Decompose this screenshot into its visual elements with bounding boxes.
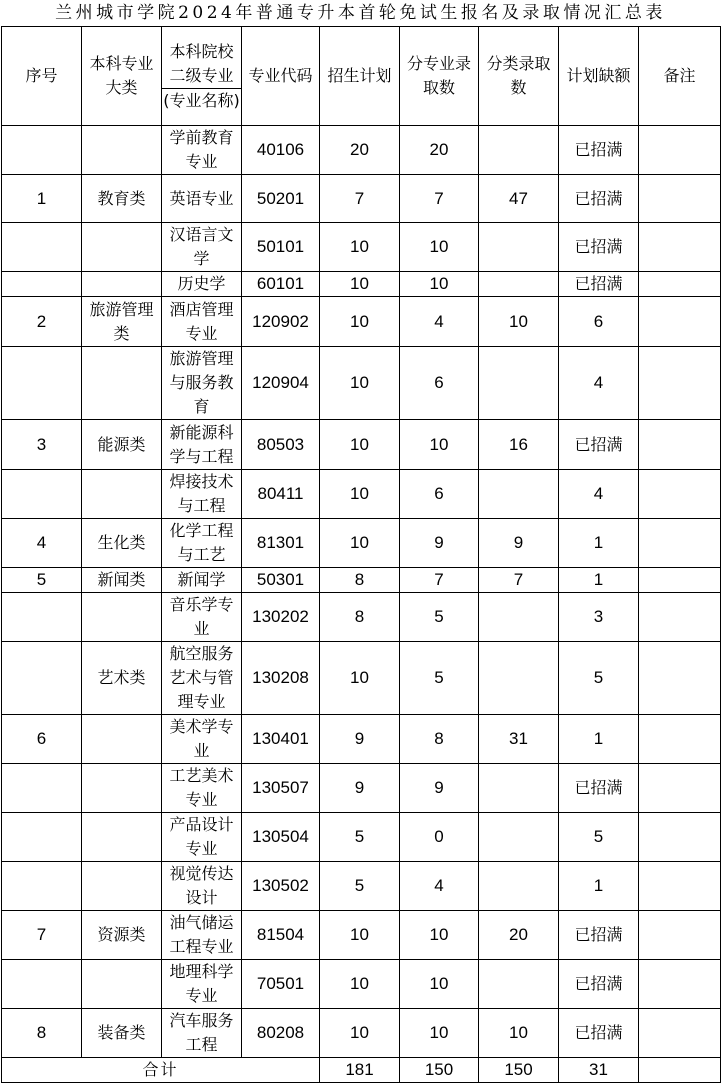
row-category-admitted: 10 — [479, 1009, 559, 1058]
table-row — [2, 126, 721, 175]
row-remark — [639, 223, 721, 272]
table-row — [2, 960, 721, 1009]
row-admitted: 10 — [400, 272, 479, 297]
row-plan: 20 — [320, 126, 400, 175]
row-category — [82, 813, 162, 862]
row-code: 120904 — [242, 347, 320, 420]
row-category: 教育类 — [82, 175, 162, 223]
admission-summary-table — [1, 26, 721, 1083]
row-shortfall: 1 — [559, 568, 639, 593]
table-row — [2, 1009, 721, 1058]
row-remark — [639, 568, 721, 593]
row-major: 酒店管理专业 — [162, 297, 242, 347]
row-seq — [2, 347, 82, 420]
row-seq: 7 — [2, 911, 82, 960]
row-plan: 10 — [320, 911, 400, 960]
row-category: 生化类 — [82, 519, 162, 568]
row-admitted: 8 — [400, 715, 479, 764]
total-remark — [639, 1058, 721, 1083]
table-row — [2, 764, 721, 813]
table-body — [2, 126, 721, 1058]
row-admitted: 10 — [400, 911, 479, 960]
row-code: 130208 — [242, 642, 320, 715]
row-admitted: 10 — [400, 960, 479, 1009]
row-seq — [2, 223, 82, 272]
row-remark — [639, 347, 721, 420]
row-category-admitted — [479, 764, 559, 813]
table-row — [2, 347, 721, 420]
row-code: 81301 — [242, 519, 320, 568]
row-category-admitted — [479, 862, 559, 911]
row-admitted: 20 — [400, 126, 479, 175]
row-admitted: 7 — [400, 175, 479, 223]
row-major: 航空服务艺术与管理专业 — [162, 642, 242, 715]
row-plan: 7 — [320, 175, 400, 223]
row-remark — [639, 764, 721, 813]
row-major: 美术学专业 — [162, 715, 242, 764]
header-remark: 备注 — [639, 27, 721, 126]
row-seq: 3 — [2, 420, 82, 470]
row-code: 130507 — [242, 764, 320, 813]
row-admitted: 5 — [400, 642, 479, 715]
table-row — [2, 470, 721, 519]
row-shortfall: 已招满 — [559, 1009, 639, 1058]
row-major: 历史学 — [162, 272, 242, 297]
row-category: 装备类 — [82, 1009, 162, 1058]
row-major: 地理科学专业 — [162, 960, 242, 1009]
row-category-admitted: 9 — [479, 519, 559, 568]
total-plan: 181 — [320, 1058, 400, 1083]
header-major — [162, 27, 242, 126]
row-plan: 10 — [320, 470, 400, 519]
row-plan: 5 — [320, 862, 400, 911]
header-admitted-by-category: 分类录取数 — [479, 27, 559, 126]
row-category: 旅游管理类 — [82, 297, 162, 347]
table-row — [2, 593, 721, 642]
row-plan: 10 — [320, 1009, 400, 1058]
row-remark — [639, 470, 721, 519]
row-plan: 8 — [320, 568, 400, 593]
row-shortfall: 6 — [559, 297, 639, 347]
row-shortfall: 已招满 — [559, 126, 639, 175]
row-admitted: 10 — [400, 223, 479, 272]
row-code: 60101 — [242, 272, 320, 297]
row-category — [82, 223, 162, 272]
row-shortfall: 1 — [559, 519, 639, 568]
row-seq — [2, 126, 82, 175]
row-major: 焊接技术与工程 — [162, 470, 242, 519]
row-plan: 10 — [320, 960, 400, 1009]
row-admitted: 6 — [400, 347, 479, 420]
row-seq — [2, 470, 82, 519]
table-row — [2, 911, 721, 960]
row-plan: 10 — [320, 642, 400, 715]
row-shortfall: 1 — [559, 715, 639, 764]
row-category-admitted — [479, 126, 559, 175]
row-code: 80503 — [242, 420, 320, 470]
table-row — [2, 568, 721, 593]
table-row — [2, 297, 721, 347]
row-category-admitted — [479, 347, 559, 420]
row-category — [82, 272, 162, 297]
row-category — [82, 470, 162, 519]
row-major: 油气储运工程专业 — [162, 911, 242, 960]
row-category-admitted — [479, 593, 559, 642]
row-code: 70501 — [242, 960, 320, 1009]
row-remark — [639, 715, 721, 764]
row-seq — [2, 272, 82, 297]
total-shortfall: 31 — [559, 1058, 639, 1083]
row-remark — [639, 960, 721, 1009]
row-category-admitted — [479, 642, 559, 715]
document-title: 兰州城市学院2024年普通专升本首轮免试生报名及录取情况汇总表 — [55, 3, 666, 23]
row-major: 英语专业 — [162, 175, 242, 223]
row-major: 产品设计专业 — [162, 813, 242, 862]
row-seq — [2, 960, 82, 1009]
row-plan: 10 — [320, 223, 400, 272]
row-remark — [639, 297, 721, 347]
row-shortfall: 已招满 — [559, 420, 639, 470]
row-major: 新能源科学与工程 — [162, 420, 242, 470]
row-major: 音乐学专业 — [162, 593, 242, 642]
row-category-admitted — [479, 223, 559, 272]
row-code: 130202 — [242, 593, 320, 642]
row-shortfall: 已招满 — [559, 175, 639, 223]
header-admitted-by-major: 分专业录取数 — [400, 27, 479, 126]
row-category-admitted — [479, 272, 559, 297]
row-admitted: 10 — [400, 1009, 479, 1058]
row-major: 视觉传达设计 — [162, 862, 242, 911]
row-plan: 5 — [320, 813, 400, 862]
row-code: 50101 — [242, 223, 320, 272]
row-admitted: 9 — [400, 519, 479, 568]
header-category: 本科专业大类 — [82, 27, 162, 126]
header-plan: 招生计划 — [320, 27, 400, 126]
total-label: 合计 — [2, 1058, 320, 1083]
row-shortfall: 4 — [559, 470, 639, 519]
row-plan: 10 — [320, 297, 400, 347]
row-seq — [2, 813, 82, 862]
row-remark — [639, 519, 721, 568]
row-category-admitted: 10 — [479, 297, 559, 347]
table-row — [2, 862, 721, 911]
row-code: 120902 — [242, 297, 320, 347]
row-seq: 5 — [2, 568, 82, 593]
table-row — [2, 813, 721, 862]
header-shortfall: 计划缺额 — [559, 27, 639, 126]
row-category-admitted: 31 — [479, 715, 559, 764]
row-major: 汽车服务工程 — [162, 1009, 242, 1058]
row-admitted: 10 — [400, 420, 479, 470]
row-remark — [639, 813, 721, 862]
row-category: 能源类 — [82, 420, 162, 470]
row-category-admitted: 16 — [479, 420, 559, 470]
row-seq: 8 — [2, 1009, 82, 1058]
row-shortfall: 4 — [559, 347, 639, 420]
table-row — [2, 223, 721, 272]
row-seq: 2 — [2, 297, 82, 347]
row-shortfall: 已招满 — [559, 223, 639, 272]
row-major: 工艺美术专业 — [162, 764, 242, 813]
row-plan: 9 — [320, 715, 400, 764]
row-code: 40106 — [242, 126, 320, 175]
row-category — [82, 593, 162, 642]
row-plan: 9 — [320, 764, 400, 813]
row-shortfall: 已招满 — [559, 911, 639, 960]
row-category-admitted — [479, 813, 559, 862]
row-admitted: 4 — [400, 297, 479, 347]
row-shortfall: 1 — [559, 862, 639, 911]
row-seq — [2, 764, 82, 813]
row-remark — [639, 126, 721, 175]
row-category: 艺术类 — [82, 642, 162, 715]
header-major-top: 本科院校二级专业 — [162, 40, 241, 89]
row-shortfall: 3 — [559, 593, 639, 642]
table-row — [2, 519, 721, 568]
row-shortfall: 已招满 — [559, 764, 639, 813]
header-major-bottom: (专业名称) — [163, 90, 240, 110]
row-code: 50201 — [242, 175, 320, 223]
table-row — [2, 272, 721, 297]
table-row — [2, 420, 721, 470]
row-seq: 4 — [2, 519, 82, 568]
row-shortfall: 已招满 — [559, 272, 639, 297]
row-category — [82, 764, 162, 813]
row-admitted: 9 — [400, 764, 479, 813]
row-seq: 6 — [2, 715, 82, 764]
row-remark — [639, 593, 721, 642]
row-code: 130401 — [242, 715, 320, 764]
row-category-admitted — [479, 470, 559, 519]
row-plan: 8 — [320, 593, 400, 642]
row-admitted: 4 — [400, 862, 479, 911]
row-major: 旅游管理与服务教育 — [162, 347, 242, 420]
table-row — [2, 642, 721, 715]
total-category-admitted: 150 — [479, 1058, 559, 1083]
row-code: 80208 — [242, 1009, 320, 1058]
row-code: 130504 — [242, 813, 320, 862]
row-category: 资源类 — [82, 911, 162, 960]
row-category-admitted: 47 — [479, 175, 559, 223]
row-major: 化学工程与工艺 — [162, 519, 242, 568]
row-category-admitted: 20 — [479, 911, 559, 960]
row-remark — [639, 420, 721, 470]
row-admitted: 6 — [400, 470, 479, 519]
row-remark — [639, 272, 721, 297]
row-shortfall: 5 — [559, 642, 639, 715]
row-remark — [639, 1009, 721, 1058]
row-remark — [639, 862, 721, 911]
row-major: 汉语言文学 — [162, 223, 242, 272]
row-plan: 10 — [320, 519, 400, 568]
row-admitted: 5 — [400, 593, 479, 642]
row-category: 新闻类 — [82, 568, 162, 593]
row-category — [82, 126, 162, 175]
row-category — [82, 960, 162, 1009]
header-row — [2, 27, 721, 126]
total-admitted: 150 — [400, 1058, 479, 1083]
row-category-admitted: 7 — [479, 568, 559, 593]
table-row — [2, 175, 721, 223]
row-code: 81504 — [242, 911, 320, 960]
row-category — [82, 862, 162, 911]
row-category — [82, 347, 162, 420]
row-category — [82, 715, 162, 764]
row-category-admitted — [479, 960, 559, 1009]
row-seq — [2, 642, 82, 715]
row-plan: 10 — [320, 347, 400, 420]
row-major: 新闻学 — [162, 568, 242, 593]
row-admitted: 7 — [400, 568, 479, 593]
row-major: 学前教育专业 — [162, 126, 242, 175]
table-row — [2, 715, 721, 764]
row-shortfall: 已招满 — [559, 960, 639, 1009]
row-code: 80411 — [242, 470, 320, 519]
row-plan: 10 — [320, 272, 400, 297]
row-seq — [2, 593, 82, 642]
header-seq: 序号 — [2, 27, 82, 126]
row-code: 50301 — [242, 568, 320, 593]
row-code: 130502 — [242, 862, 320, 911]
row-plan: 10 — [320, 420, 400, 470]
row-admitted: 0 — [400, 813, 479, 862]
row-remark — [639, 175, 721, 223]
row-seq — [2, 862, 82, 911]
row-remark — [639, 911, 721, 960]
row-seq: 1 — [2, 175, 82, 223]
row-shortfall: 5 — [559, 813, 639, 862]
header-code: 专业代码 — [242, 27, 320, 126]
total-row — [2, 1058, 721, 1083]
row-remark — [639, 642, 721, 715]
